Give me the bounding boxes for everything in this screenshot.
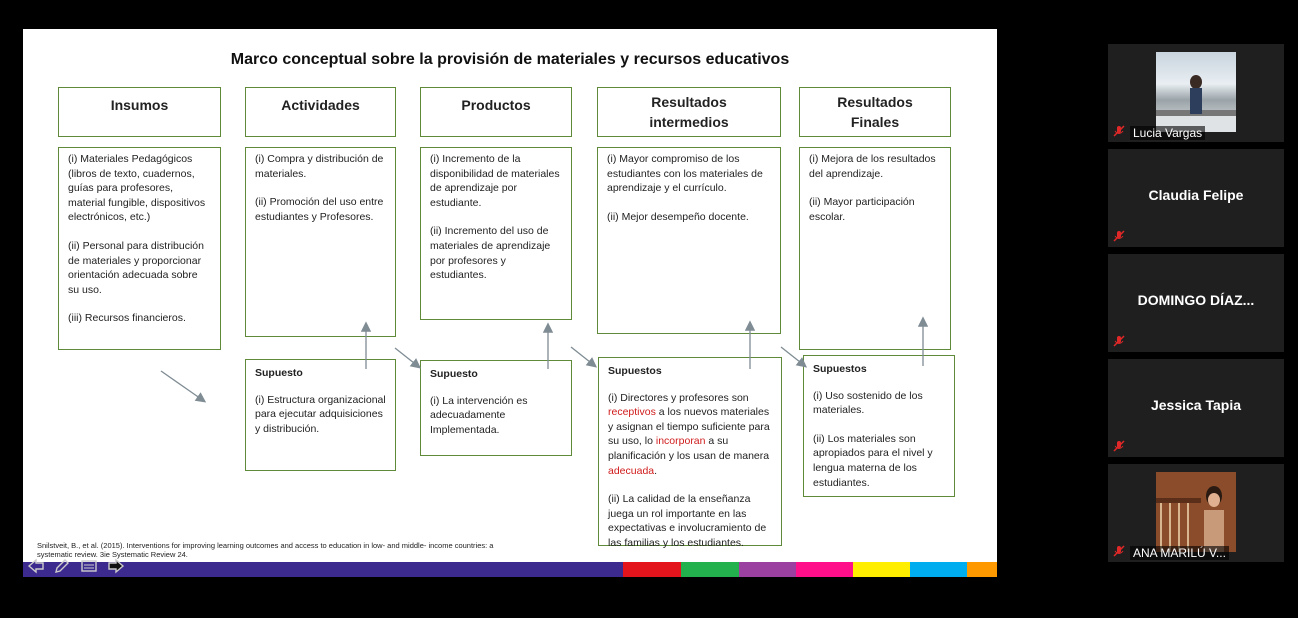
header-finales-line1: Resultados <box>837 94 913 110</box>
actividades-item-1: (i) Compra y distribución de materiales. <box>255 153 384 180</box>
header-actividades-label: Actividades <box>281 97 360 113</box>
mic-muted-icon <box>1112 439 1126 453</box>
stripe-red <box>623 562 681 577</box>
insumos-item-1: (i) Materiales Pedagógicos (libros de texto, cuadernos, guías para profesores, material fungible, dispositivos electrónicos, etc.) <box>68 153 206 224</box>
header-intermedios-line1: Resultados <box>651 94 727 110</box>
supuesto-actividades-title: Supuesto <box>255 367 303 379</box>
finales-item-2: (ii) Mayor participación escolar. <box>809 196 915 223</box>
participant-name-3: DOMINGO DÍAZ... <box>1137 292 1255 308</box>
stripe-pink <box>796 562 853 577</box>
pen-icon[interactable] <box>53 557 71 575</box>
sup-int-text-c: a los nuevos materiales y asignan el tiempo suficiente para su uso, lo <box>608 406 770 448</box>
header-insumos-label: Insumos <box>110 97 169 113</box>
participant-tile-3[interactable] <box>1108 254 1284 352</box>
participant-tile-5[interactable] <box>1108 464 1284 562</box>
supuestos-intermedios-title: Supuestos <box>608 365 662 377</box>
stripe-blue <box>910 562 967 577</box>
participant-name-2: Claudia Felipe <box>1148 187 1244 203</box>
participant-video-1 <box>1156 52 1236 132</box>
actividades-item-2: (ii) Promoción del uso entre estudiantes y Profesores. <box>255 196 384 223</box>
participant-tile-1[interactable] <box>1108 44 1284 142</box>
header-intermedios-line2: intermedios <box>649 114 729 130</box>
arrow-insumos-actividades <box>161 371 204 401</box>
mic-muted-icon <box>1112 544 1126 558</box>
participant-name-5: ANA MARILÚ V... <box>1130 546 1229 560</box>
slide-title: Marco conceptual sobre la provisión de materiales y recursos educativos <box>230 51 790 68</box>
sup-int-text-g: . <box>654 464 658 477</box>
finales-item-1: (i) Mejora de los resultados del aprendizaje. <box>809 153 936 180</box>
supuestos-finales-title: Supuestos <box>813 363 867 375</box>
reference-citation: Snilstveit, B., et al. (2015). Interventions for improving learning outcomes and access to education in low- and middle- income countries: a systematic review. 3ie Systematic Review 24. <box>37 541 494 559</box>
header-productos-label: Productos <box>461 97 531 113</box>
sup-int-text-e: a su planificación y los usan de manera <box>608 435 770 462</box>
supuestos-finales-item-2: (ii) Los materiales son apropiados para el nivel y lengua materna de los estudiantes. <box>813 432 933 489</box>
supuestos-finales-item-1: (i) Uso sostenido de los materiales. <box>813 389 923 417</box>
supuesto-actividades-item-1: (i) Estructura organizacional para ejecutar adquisiciones y distribución. <box>255 393 386 435</box>
header-finales-line2: Finales <box>850 114 900 130</box>
productos-item-2: (ii) Incremento del uso de materiales de aprendizaje por profesores y estudiantes. <box>430 225 551 282</box>
participant-name-4: Jessica Tapia <box>1150 397 1242 413</box>
supuestos-intermedios-item-2: (ii) La calidad de la enseñanza juega un rol importante en las expectativas e involucramiento de las familias y los estudiantes. <box>608 493 767 549</box>
slides-icon[interactable] <box>80 557 98 575</box>
flow-arrows <box>23 29 997 577</box>
mic-muted-icon <box>1112 334 1126 348</box>
participant-name-1: Lucia Vargas <box>1130 126 1205 140</box>
back-arrow-icon[interactable] <box>27 557 45 575</box>
arrow-productos-intermedios <box>571 347 595 366</box>
productos-item-1: (i) Incremento de la disponibilidad de materiales de aprendizaje por estudiante. <box>430 153 560 209</box>
sup-int-text-a: (i) Directores y profesores son <box>608 391 749 404</box>
bottom-black-bar <box>23 577 997 608</box>
mic-muted-icon <box>1112 229 1126 243</box>
arrow-actividades-productos <box>395 348 419 367</box>
shared-slide <box>23 29 997 577</box>
insumos-item-2: (ii) Personal para distribución de materiales y proporcionar orientación adecuada sobre su uso. <box>68 239 204 296</box>
stripe-yellow <box>853 562 910 577</box>
arrow-intermedios-finales <box>781 347 805 366</box>
top-black-bar <box>0 0 997 29</box>
insumos-item-3: (iii) Recursos financieros. <box>68 312 186 325</box>
participant-tile-2[interactable] <box>1108 149 1284 247</box>
participant-video-5 <box>1156 472 1236 552</box>
sup-int-highlight-adecuada: adecuada <box>608 464 655 477</box>
intermedios-item-1: (i) Mayor compromiso de los estudiantes con los materiales de aprendizaje y el currículo. <box>607 153 763 195</box>
participant-tile-4[interactable] <box>1108 359 1284 457</box>
sup-int-highlight-receptivos: receptivos <box>608 406 656 419</box>
stripe-violet <box>739 562 796 577</box>
intermedios-item-2: (ii) Mejor desempeño docente. <box>607 210 749 223</box>
supuesto-productos-title: Supuesto <box>430 368 478 380</box>
supuesto-productos-item-1: (i) La intervención es adecuadamente Implementada. <box>430 394 528 436</box>
stripe-green <box>681 562 739 577</box>
sup-int-highlight-incorporan: incorporan <box>655 435 706 448</box>
forward-arrow-icon[interactable] <box>107 557 125 575</box>
stripe-orange <box>967 562 997 577</box>
mic-muted-icon <box>1112 124 1126 138</box>
